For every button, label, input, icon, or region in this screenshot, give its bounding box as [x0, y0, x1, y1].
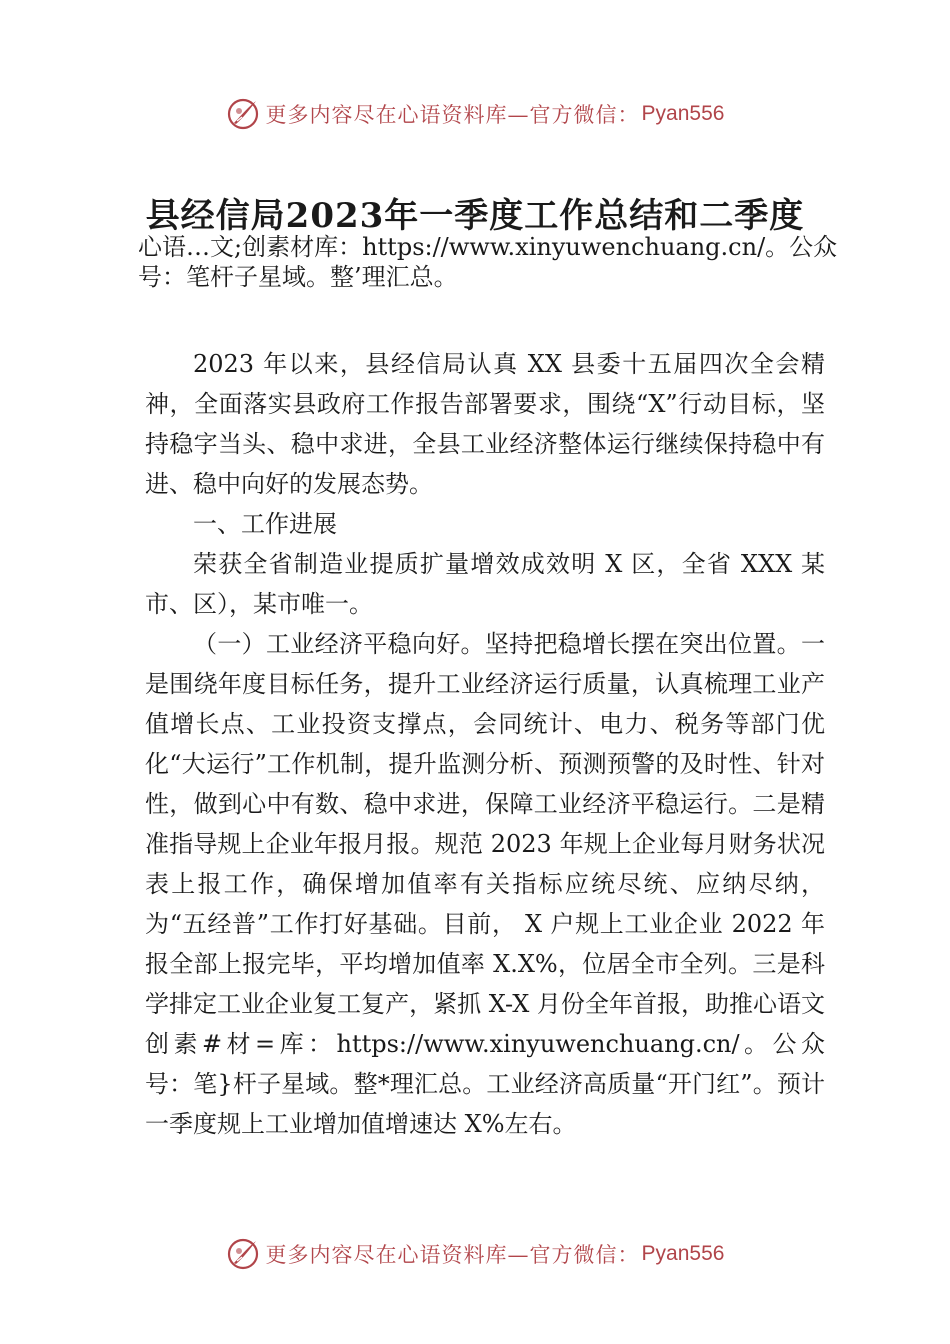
document-body — [145, 344, 825, 1144]
economy-paragraph: （一）工业经济平稳向好。坚持把稳增长摆在突出位置。一是围绕年度目标任务，提升工业经济运行质量，认真梳理工业产值增长点、工业投资支撑点，会同统计、电力、税务等部门优化“大运行”工作机制，提升监测分析、预测预警的及时性、针对性，做到心中有数、稳中求进，保障工业经济平稳运行。二是精准指导规上企业年报月报。规范 2023 年规上企业每月财务状况表上报工作，确保增加值率有关指标应统尽统、应纳尽纳，为“五经普”工作打好基础。目前， X 户规上工业企业 2022 年报全部上报完毕，平均增加值率 X.X%，位居全市全列。三是科学排定工业企业复工复产，紧抓 X-X 月份全年首报，助推心语文创素#材=库：https://www.xinyuwenchuang.cn/。公众号：笔}杆子星域。整*理汇总。工业经济高质量“开门红”。预计一季度规上工业增加值增速达 X%左右。 — [145, 630, 825, 1138]
banner-wechat-id: Pyan556 — [641, 1242, 725, 1265]
footer-banner — [0, 1232, 950, 1276]
document-title: 县经信局2023年一季度工作总结和二季度 — [145, 196, 805, 236]
intro-paragraph: 2023 年以来，县经信局认真 XX 县委十五届四次全会精神，全面落实县政府工作报告部署要求，围绕“X”行动目标，坚持稳字当头、稳中求进，全县工业经济整体运行继续保持稳中有进、稳中向好的发展态势。 — [145, 350, 825, 498]
header-banner — [0, 92, 950, 136]
quill-seal-icon — [226, 1237, 260, 1271]
banner-wechat-id: Pyan556 — [641, 102, 725, 125]
banner-text: 更多内容尽在心语资料库—官方微信： — [265, 1243, 640, 1267]
source-note: 心语…文;创素材库：https://www.xinyuwenchuang.cn/。公众号：笔杆子星域。整’理汇总。 — [138, 233, 838, 291]
section-heading: 一、工作进展 — [193, 510, 337, 538]
quill-seal-icon — [226, 97, 260, 131]
award-paragraph: 荣获全省制造业提质扩量增效成效明 X 区，全省 XXX 某市、区），某市唯一。 — [145, 550, 825, 618]
banner-text: 更多内容尽在心语资料库—官方微信： — [265, 103, 640, 127]
